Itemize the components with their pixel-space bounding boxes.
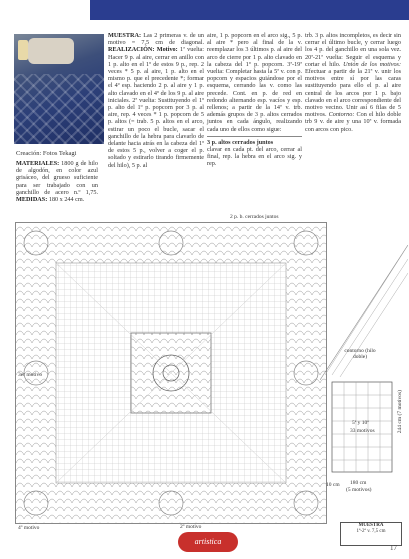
instructions-col-3 — [207, 32, 302, 168]
photo-credit: Creación: Fotos Tekagi — [16, 150, 77, 157]
union-text: Efectuar a partir de la 21ª v. unir los motivos entre sí por las caras sustituyendo para ello el p. al aire central de los arcos por 1 p. bajo clavado en el arco correspondiente del motivo vecino. Unir así 6 filas de 5 motivos. — [305, 68, 401, 119]
measure-text: 180 x 244 cm. — [47, 196, 85, 204]
col4-text: trb. 3 p. altos incompletos, es decir sin cerrar el último bucle, y cerrar luego los 4 p. del ganchillo en una sola vez. 20ª-21ª vuelta: Seguir el esquema y cortar el hilo. — [305, 32, 401, 68]
muestra-text: Las 2 primeras v. de un motivo = 7,5 cm de diagonal. — [108, 32, 204, 47]
label-motivo-3: 3er motivo — [18, 372, 42, 378]
contorno-heading: Contorno: — [328, 111, 355, 119]
instructions-col-2 — [108, 32, 204, 169]
label-contorno: contorno (hilo doble) — [344, 348, 376, 360]
legend-popcorn: 2 p. b. cerrados juntos — [230, 214, 279, 220]
label-motivo-4: 4º motivo — [18, 525, 40, 531]
pillow-shape — [28, 38, 74, 64]
instructions-col-4 — [305, 32, 401, 133]
muestra-title: MUESTRA — [358, 523, 384, 528]
dim-height: 244 cm (7 motivos) — [397, 390, 403, 434]
lamp-shape — [18, 40, 28, 60]
top-color-bar — [90, 0, 409, 20]
legend-closed-label: 3 p. altos cerrados juntos — [207, 138, 274, 146]
schema-label-a: 5ª y 10ª — [352, 420, 369, 426]
artistica-logo: artistica — [178, 532, 238, 552]
dim-width: 180 cm — [350, 480, 367, 486]
dim-side: 10 cm — [326, 482, 340, 488]
dim-width-sub: (5 motivos) — [346, 487, 372, 493]
muestra-heading: MUESTRA: — [108, 32, 142, 39]
measure-heading: MEDIDAS: — [16, 196, 48, 204]
col3-text: aire, 1 p. popcorn en el arco sig., 5 p. al aire * pero al final de la v. reemplazar los 3 últimos p. al aire del arco de cierre por 1 p. alto clavado en la cabeza del 1º p. popcorn. 3ª-19ª vuelta: Completar hasta la 5ª v. con p. popcorn y espacios guiándose por el esquema, cerrando las v. como las precede. Cont. en p. de red en redondo alternando esp. vacíos y esp. rellenos; a partir de la 14ª v. trb. además grupos de 3 p. altos cerrados juntos en cada ángulo, realizando cada uno de ellos como sigue: — [207, 32, 302, 133]
union-heading: Unión de los motivos: — [343, 60, 402, 68]
contorno-text: Con el hilo doble trb 9 v. de aire y una 10ª v. formada con arcos con pico. — [305, 111, 401, 133]
crochet-chart — [15, 222, 327, 524]
bedspread-photo — [14, 34, 104, 144]
schema-label-b: 33 motivos — [350, 428, 375, 434]
page-number: 17 — [390, 544, 397, 552]
realizacion-heading: REALIZACIÓN: Motivo: — [108, 46, 178, 54]
label-motivo-2: 2º motivo — [180, 524, 202, 530]
stitch-legend — [207, 136, 302, 168]
materials-block — [16, 160, 98, 203]
muestra-box — [340, 522, 402, 546]
col2-text: 1ª vuelta: Hacer 9 p. al aire, cerrar en anillo con 1 p. alto en el 1º de estos 9 p., rep. 2 veces * 5 p. al aire, 1 p. alto en el mismo p. que el precedente *; formar el 4º esp. haciendo 2 p. al aire y 1 p. alto clavado en el 4º de los 9 p. al aire iniciales. 2ª vuelta: Sustituyendo el 1º p. alto del 1º p. popcorn por 3 p. al aire, rep. 4 veces * 1 p. popcorn de 5 p. altos (= trab. 5 p. altos en el arco, estirar un poco el bucle, sacar el ganchillo de la hebra para clavarlo de delante hacia atrás en la cabeza del 1º de estos 5 p., volver a coger el p. soltado y estirarlo tirando firmemente del hilo), 5 p. al — [108, 46, 204, 169]
muestra-value: 1ª-2ª v. 7,5 cm — [356, 529, 386, 534]
lace-pattern — [14, 74, 104, 144]
materials-text: 1800 g de hilo de algodón, en color azul grisáceo, del grueso suficiente para ser trabajado con un ganchillo de acero n.º 1,75. — [16, 160, 98, 196]
materials-heading: MATERIALES: — [16, 160, 60, 167]
legend-closed-desc: clavar en cada pt. del arco, cerrar al final, rep. la hebra en el arco sig. y rep. — [207, 146, 302, 168]
